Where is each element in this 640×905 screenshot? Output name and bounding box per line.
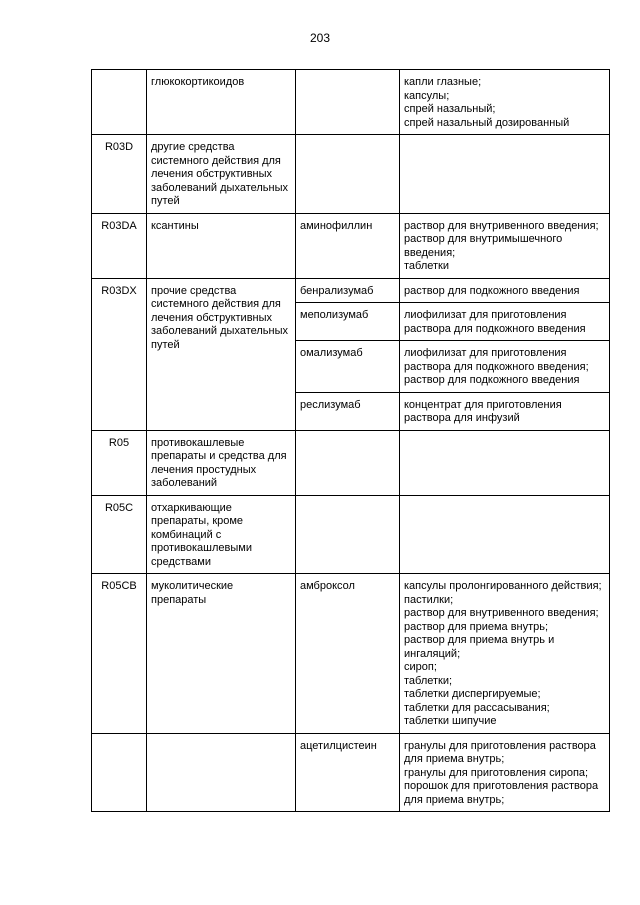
dosage-form-line: раствор для подкожного введения [404, 284, 580, 297]
dosage-form-line: таблетки диспергируемые; [404, 688, 541, 700]
dosage-form-line: раствор для внутривенного введения; [404, 219, 599, 232]
group-name-cell: противокашлевые препараты и средства для лечения простудных заболеваний [147, 430, 296, 495]
group-name-cell [147, 733, 296, 812]
group-name-cell: ксантины [147, 213, 296, 278]
dosage-form-line: сироп; [404, 661, 437, 673]
drug-name-cell: реслизумаб [296, 392, 400, 430]
atc-code-cell: R05 [92, 430, 147, 495]
atc-code-cell: R03DA [92, 213, 147, 278]
dosage-form-line: порошок для приготовления раствора для приема внутрь; [404, 780, 599, 806]
table-row [92, 733, 610, 812]
dosage-forms-cell [400, 135, 610, 214]
dosage-form-line: лиофилизат для приготовления раствора для подкожного введения [404, 309, 586, 335]
dosage-form-line: концентрат для приготовления раствора для инфузий [404, 398, 562, 424]
dosage-forms-cell [400, 278, 610, 303]
group-name-cell: отхаркивающие препараты, кроме комбинаций с противокашлевыми средствами [147, 495, 296, 574]
atc-code-cell: R03DX [92, 278, 147, 430]
dosage-form-line: таблетки; [404, 674, 453, 687]
drug-name-cell [296, 495, 400, 574]
drug-name-cell [296, 135, 400, 214]
dosage-form-line: пастилки; [404, 593, 454, 606]
dosage-forms-cell [400, 733, 610, 812]
drug-name-cell: бенрализумаб [296, 278, 400, 303]
table-row [92, 213, 610, 278]
atc-code-cell [92, 733, 147, 812]
dosage-forms-cell [400, 430, 610, 495]
drug-name-cell [296, 70, 400, 135]
group-name-cell: прочие средства системного действия для лечения обструктивных заболеваний дыхательных путей [147, 278, 296, 430]
dosage-form-line: таблетки шипучие [404, 715, 497, 727]
group-name-cell: муколитические препараты [147, 574, 296, 734]
table-row [92, 430, 610, 495]
dosage-form-line: капсулы пролонгированного действия; [404, 580, 602, 592]
dosage-form-line: гранулы для приготовления раствора для приема внутрь; [404, 739, 596, 765]
atc-code-cell [92, 70, 147, 135]
dosage-form-line: таблетки для рассасывания; [404, 701, 550, 714]
dosage-forms-cell [400, 495, 610, 574]
group-name-cell: другие средства системного действия для лечения обструктивных заболеваний дыхательных путей [147, 135, 296, 214]
dosage-form-line: раствор для подкожного введения [404, 374, 580, 386]
atc-code-cell: R05C [92, 495, 147, 574]
dosage-form-line: спрей назальный дозированный [404, 116, 570, 129]
dosage-form-line: раствор для внутримышечного введения; [404, 233, 563, 259]
dosage-form-line: лиофилизат для приготовления раствора для подкожного введения; [404, 347, 589, 373]
drug-name-cell: ацетилцистеин [296, 733, 400, 812]
dosage-form-line: спрей назальный; [404, 103, 496, 115]
drug-name-cell [296, 430, 400, 495]
table-row [92, 70, 610, 135]
dosage-form-line: таблетки [404, 260, 450, 272]
dosage-form-line: гранулы для приготовления сиропа; [404, 766, 589, 779]
drug-table [91, 69, 610, 812]
group-name-cell: глюкокортикоидов [147, 70, 296, 135]
page-number: 203 [309, 31, 331, 45]
table-row [92, 278, 610, 303]
dosage-form-line: раствор для внутривенного введения; [404, 607, 599, 619]
drug-name-cell: аминофиллин [296, 213, 400, 278]
atc-code-cell: R05CB [92, 574, 147, 734]
dosage-forms-cell [400, 70, 610, 135]
drug-name-cell: омализумаб [296, 341, 400, 393]
dosage-forms-cell [400, 341, 610, 393]
table-row [92, 574, 610, 734]
drug-name-cell: амброксол [296, 574, 400, 734]
table-row [92, 135, 610, 214]
table-row [92, 495, 610, 574]
dosage-form-line: капли глазные; [404, 76, 482, 88]
dosage-form-line: капсулы; [404, 89, 450, 102]
dosage-form-line: раствор для приема внутрь; [404, 620, 549, 633]
dosage-forms-cell [400, 303, 610, 341]
drug-name-cell: меполизумаб [296, 303, 400, 341]
dosage-forms-cell [400, 392, 610, 430]
dosage-form-line: раствор для приема внутрь и ингаляций; [404, 634, 555, 660]
dosage-forms-cell [400, 213, 610, 278]
atc-code-cell: R03D [92, 135, 147, 214]
dosage-forms-cell [400, 574, 610, 734]
